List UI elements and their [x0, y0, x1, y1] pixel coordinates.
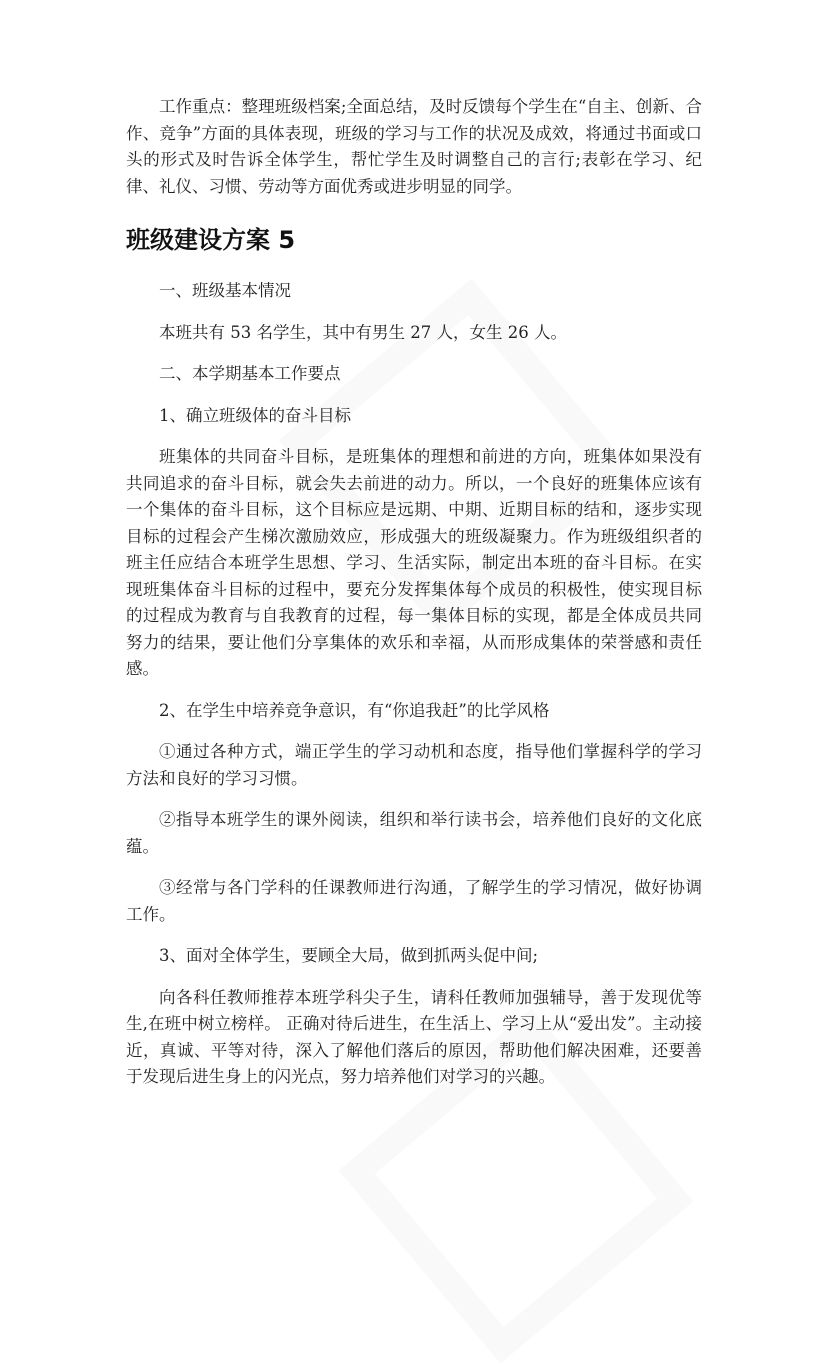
- point-2-item-1: ①通过各种方式，端正学生的学习动机和态度，指导他们掌握科学的学习方法和良好的学习习惯。: [126, 742, 702, 788]
- point-1-paragraph: 班集体的共同奋斗目标，是班集体的理想和前进的方向，班集体如果没有共同追求的奋斗目标，就会失去前进的动力。所以，一个良好的班集体应该有一个集体的奋斗目标，这个目标应是远期、中期、近期目标的结和，逐步实现目标的过程会产生梯次激励效应，形成强大的班级凝聚力。作为班级组织者的班主任应结合本班学生思想、学习、生活实际，制定出本班的奋斗目标。在实现班集体奋斗目标的过程中，要充分发挥集体每个成员的积极性，使实现目标的过程成为教育与自我教育的过程，每一集体目标的实现，都是全体成员共同努力的结果，要让他们分享集体的欢乐和幸福，从而形成集体的荣誉感和责任感。: [126, 447, 702, 678]
- point-3-paragraph: 向各科任教师推荐本班学科尖子生，请科任教师加强辅导，善于发现优等生,在班中树立榜样。 正确对待后进生，在生活上、学习上从“爱出发”。主动接近，真诚、平等对待，深入了解他们落后的原因，帮助他们解决困难，还要善于发现后进生身上的闪光点，努力培养他们对学习的兴趣。: [126, 987, 702, 1086]
- point-3-heading: 3、面对全体学生，要顾全大局，做到抓两头促中间;: [159, 946, 539, 965]
- point-2-item-2: ②指导本班学生的课外阅读，组织和举行读书会，培养他们良好的文化底蕴。: [126, 810, 702, 856]
- point-2-heading: 2、在学生中培养竞争意识，有“你追我赶”的比学风格: [159, 700, 550, 720]
- point-1-heading: 1、确立班级体的奋斗目标: [159, 405, 351, 425]
- document-page: [126, 94, 702, 1106]
- intro-paragraph: 工作重点：整理班级档案;全面总结，及时反馈每个学生在“自主、创新、合作、竞争”方面的具体表现，班级的学习与工作的状况及成效，将通过书面或口头的形式及时告诉全体学生，帮忙学生及时调整自己的言行;表彰在学习、纪律、礼仪、习惯、劳动等方面优秀或进步明显的同学。: [126, 97, 702, 196]
- class-size-paragraph: 本班共有 53 名学生，其中有男生 27 人，女生 26 人。: [159, 322, 567, 342]
- section-heading: 班级建设方案 5: [126, 226, 296, 254]
- point-2-item-3: ③经常与各门学科的任课教师进行沟通，了解学生的学习情况，做好协调工作。: [126, 878, 702, 924]
- subheading-work-points: 二、本学期基本工作要点: [159, 364, 341, 383]
- subheading-basic-info: 一、班级基本情况: [159, 281, 291, 300]
